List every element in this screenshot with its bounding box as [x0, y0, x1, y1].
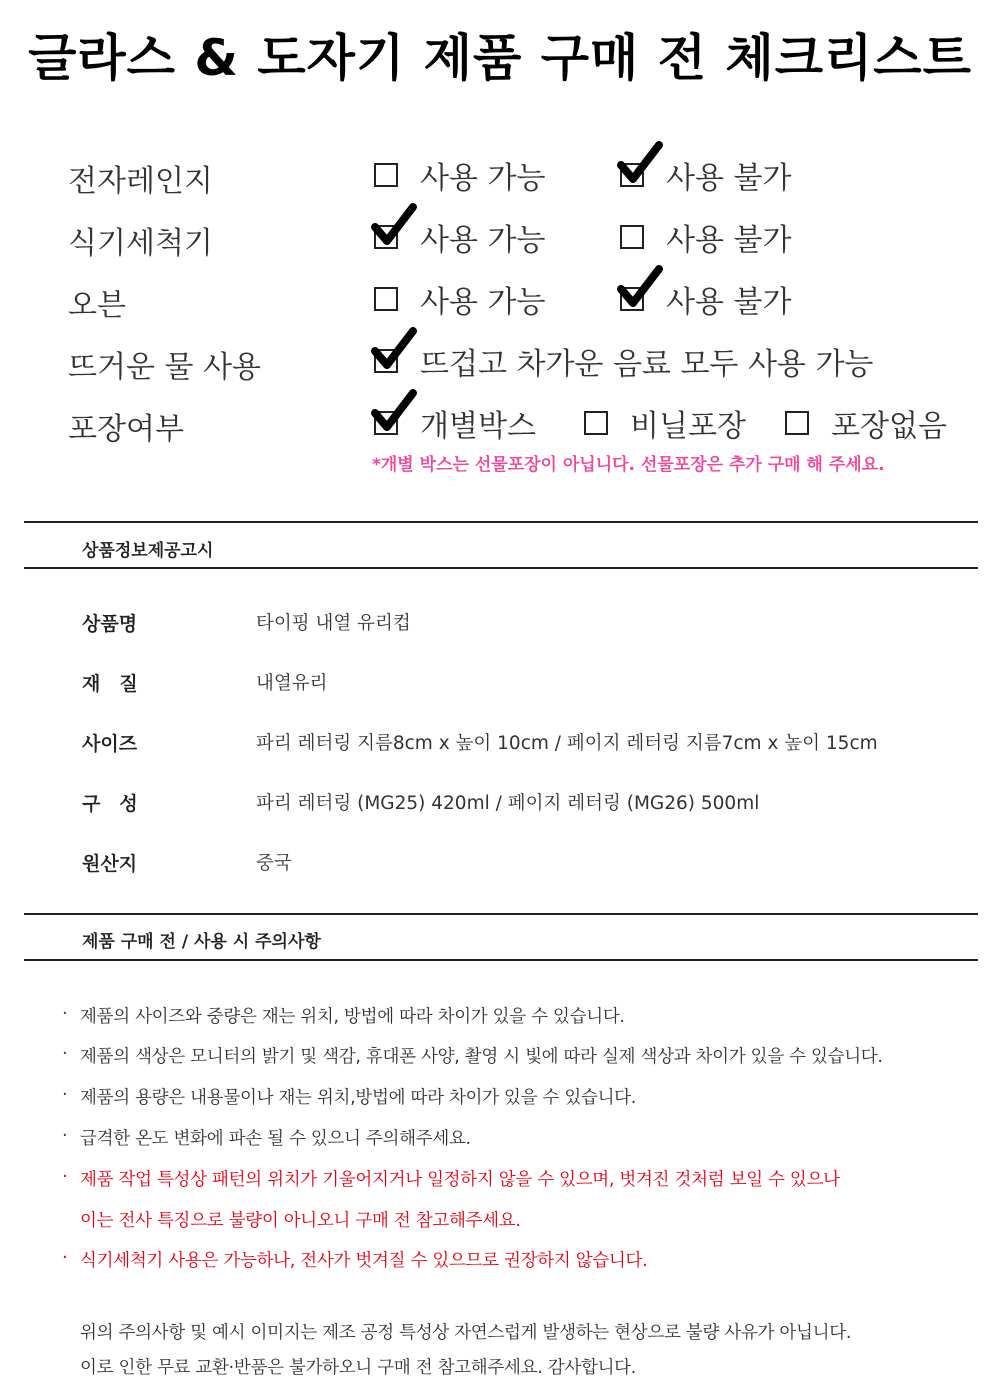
info-label: 구 성	[82, 793, 138, 815]
option-label: 비닐포장	[630, 409, 746, 444]
option-label: 뜨겁고 차가운 음료 모두 사용 가능	[420, 347, 874, 382]
footer-notice: 위의 주의사항 및 예시 이미지는 제조 공정 특성상 자연스럽게 발생하는 현상으로 불량 사유가 아닙니다.	[80, 1323, 852, 1343]
info-row-size	[0, 729, 1000, 759]
option-vinyl	[584, 398, 746, 448]
precaution-text: 식기세척기 사용은 가능하나, 전사가 벗겨질 수 있으므로 권장하지 않습니다.	[80, 1251, 648, 1271]
info-row-material	[0, 669, 1000, 699]
precaution-text: 이는 전사 특징으로 불량이 아니오니 구매 전 참고해주세요.	[80, 1211, 521, 1231]
info-value: 타이핑 내열 유리컵	[256, 613, 411, 634]
info-value: 내열유리	[256, 673, 328, 694]
checkbox	[785, 411, 809, 435]
option-label: 사용 불가	[666, 161, 792, 196]
checklist-row-microwave	[0, 150, 1000, 200]
info-row-product-name	[0, 609, 1000, 639]
checklist-row-dishwasher	[0, 212, 1000, 262]
info-label: 원산지	[82, 853, 138, 875]
option-hot-and-cold	[374, 336, 873, 386]
info-value: 파리 레터링 지름8cm x 높이 10cm / 페이지 레터링 지름7cm x 높이 15cm	[256, 733, 878, 754]
bullet: ·	[62, 1125, 68, 1146]
precaution-item	[0, 1125, 1000, 1155]
info-label: 재 질	[82, 673, 138, 695]
checkmark-icon	[372, 329, 416, 371]
checkbox	[620, 225, 644, 249]
checkbox-checked	[374, 411, 398, 435]
bullet: ·	[62, 1247, 68, 1268]
option-label: 사용 가능	[420, 285, 546, 320]
option-usable	[374, 212, 545, 262]
option-label: 사용 불가	[666, 285, 792, 320]
footer-notice: 이로 인한 무료 교환·반품은 불가하오니 구매 전 참고해주세요. 감사합니다.	[80, 1358, 637, 1378]
checkbox-checked	[374, 225, 398, 249]
bullet: ·	[62, 1166, 68, 1187]
checkbox	[374, 287, 398, 311]
info-value: 파리 레터링 (MG25) 420ml / 페이지 레터링 (MG26) 500ml	[256, 793, 760, 814]
option-usable	[374, 150, 545, 200]
option-not-usable	[620, 212, 791, 262]
packaging-note: *개별 박스는 선물포장이 아닙니다. 선물포장은 추가 구매 해 주세요.	[372, 455, 885, 475]
info-row-composition	[0, 789, 1000, 819]
checkbox-checked	[620, 163, 644, 187]
checklist-label: 뜨거운 물 사용	[68, 350, 261, 385]
checkmark-icon	[372, 205, 416, 247]
option-usable	[374, 274, 545, 324]
info-row-origin	[0, 849, 1000, 879]
checklist-row-hot-water	[0, 336, 1000, 386]
checklist-label: 식기세척기	[68, 226, 213, 261]
bullet: ·	[62, 1043, 68, 1064]
option-label: 사용 가능	[420, 223, 546, 258]
option-not-usable	[620, 150, 791, 200]
divider	[24, 959, 978, 961]
product-info-heading: 상품정보제공고시	[82, 541, 214, 561]
precaution-item-continuation	[0, 1207, 1000, 1237]
precautions-heading: 제품 구매 전 / 사용 시 주의사항	[82, 932, 321, 952]
precaution-text: 제품 작업 특성상 패턴의 위치가 기울어지거나 일정하지 않을 수 있으며, 벗겨진 것처럼 보일 수 있으나	[80, 1170, 840, 1190]
option-individual-box	[374, 398, 536, 448]
checkbox-checked	[620, 287, 644, 311]
checkmark-icon	[372, 391, 416, 433]
option-label: 사용 불가	[666, 223, 792, 258]
bullet: ·	[62, 1003, 68, 1024]
precaution-item	[0, 1043, 1000, 1073]
info-value: 중국	[256, 853, 292, 874]
checklist-label: 전자레인지	[68, 164, 213, 199]
option-label: 개별박스	[420, 409, 536, 444]
page-title: 글라스 & 도자기 제품 구매 전 체크리스트	[28, 29, 972, 87]
precaution-text: 제품의 색상은 모니터의 밝기 및 색감, 휴대폰 사양, 촬영 시 빛에 따라 실제 색상과 차이가 있을 수 있습니다.	[80, 1047, 883, 1067]
precaution-item-warning	[0, 1247, 1000, 1277]
divider	[24, 913, 978, 915]
checklist-row-packaging	[0, 398, 1000, 448]
option-none	[785, 398, 947, 448]
divider	[24, 567, 978, 569]
checkbox	[374, 163, 398, 187]
precaution-item-warning	[0, 1166, 1000, 1196]
info-label: 상품명	[82, 613, 138, 635]
checkbox	[584, 411, 608, 435]
precaution-item	[0, 1003, 1000, 1033]
precaution-text: 제품의 사이즈와 중량은 재는 위치, 방법에 따라 차이가 있을 수 있습니다.	[80, 1007, 625, 1027]
checklist-row-oven	[0, 274, 1000, 324]
option-not-usable	[620, 274, 791, 324]
precaution-item	[0, 1084, 1000, 1114]
option-label: 사용 가능	[420, 161, 546, 196]
precaution-text: 급격한 온도 변화에 파손 될 수 있으니 주의해주세요.	[80, 1129, 471, 1149]
checklist-label: 오븐	[68, 288, 126, 323]
bullet: ·	[62, 1084, 68, 1105]
precaution-text: 제품의 용량은 내용물이나 재는 위치,방법에 따라 차이가 있을 수 있습니다.	[80, 1088, 637, 1108]
checkmark-icon	[618, 143, 662, 185]
info-label: 사이즈	[82, 733, 138, 755]
checkbox-checked	[374, 349, 398, 373]
checklist-label: 포장여부	[68, 412, 184, 447]
checkmark-icon	[618, 267, 662, 309]
option-label: 포장없음	[831, 409, 947, 444]
divider	[24, 521, 978, 523]
